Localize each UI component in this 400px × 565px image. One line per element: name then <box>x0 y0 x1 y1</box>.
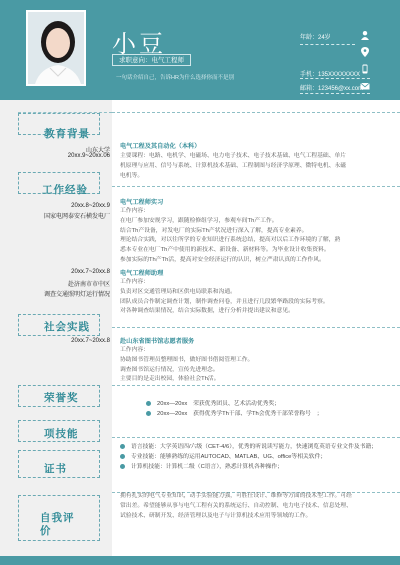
divider <box>300 93 370 94</box>
section-title-skills: 项技能 <box>44 428 79 440</box>
age: 年龄：24岁 <box>300 35 331 41</box>
award-item: 20xx—20xx 获得优秀学Th干部、学Th会优秀干部荣誉称号 ； <box>146 410 396 420</box>
bullet-icon <box>120 454 125 459</box>
section-title-work: 工作经验 <box>42 184 88 196</box>
section-title-self: 自我评价 <box>40 512 75 537</box>
work-details-1: 工作内容： 在电厂参加安规学习，跟随检修组学习，参观车间Th产工作。 结合Th产设备，对发电厂的实际Th产状况进行深入了解，提高专业素养。 理论结合实践，对以往所学的专业知识进行系统总结，提高对以后工作环境的了解，熟 悉本专业在电厂Th产中使用的新技术、新设备、新材料等。为毕业设计收集资料。 参加实际的Th产Th活，提高对安全经济运行的认识，树立严肃认真的工作作风。 <box>120 208 341 263</box>
tagline: 一句话介绍自己，告诉HR为什么选择你而不是别 <box>116 75 234 81</box>
bullet-icon <box>120 464 125 469</box>
header-banner <box>0 0 400 100</box>
bullet-icon <box>146 401 151 406</box>
skill-item: 语言技能：大学英语四/六级（CET-4/6），优秀的听说读写能力，快速浏览英语专业文件及书籍； <box>120 443 398 453</box>
section-divider <box>112 186 400 187</box>
divider <box>300 78 370 79</box>
work-title-2: 电气工程师助理 <box>120 270 164 277</box>
education-courses: 主要课程：电路、电机学、电磁场、电力电子技术、电子技术基础、电气工程基础、单片 机原理与应用、信号与系统、计算机技术基础、工程制图与经济学原理、微特电机、永磁 电机等。 <box>120 153 347 179</box>
award-item: 20xx—20xx 荣获优秀团员、艺术活动优秀奖； <box>146 400 396 410</box>
phone-icon <box>360 64 370 74</box>
work-company-2: 赴济南市市中区 <box>67 282 110 288</box>
job-intent: 求职意向：电气工程师 <box>112 54 191 66</box>
education-major: 电气工程及其自动化（本科） <box>120 143 201 150</box>
location-icon <box>360 47 370 57</box>
section-title-awards: 荣誉奖 <box>44 392 79 404</box>
applicant-name: 小豆 <box>112 30 166 58</box>
education-date: 20xx.9~20xx.06 <box>67 153 110 159</box>
work-details-2: 工作内容： 负责对区交通管理局和区供电局联系和沟通。 团队成员合作制定调查计划，制作调查问卷，并且进行几段繁华路段的实际考察。 对各种调查结果情况，结合实际数据，进行分析并提出建议和意见。 <box>120 279 329 315</box>
section-divider <box>112 437 400 438</box>
self-evaluation: 拥有扎实的电气专业知识，动手实验能力强，可胜任设计、维修等方面的技术型工作。可经 常出差。希望能够从事与电气工程有关的系统运行、自动控制、电力电子技术、信息处理、 试验技术、研制开发、经济管理以及电子与计算机技术应用等领域的工作。 <box>120 493 352 519</box>
education-school: 山东大学 <box>85 148 110 154</box>
section-title-cert: 证书 <box>44 463 67 475</box>
work-company-1: 国家电网泰安石横发电厂 <box>43 214 110 220</box>
divider <box>300 44 355 45</box>
social-details: 工作内容： 协助图书管理员整理图书，做好图书借阅管理工作。 调查图书馆运行情况，宣传先进理念。 主要目的是走出校园，体验社会Th活。 <box>120 347 254 383</box>
skill-item: 专业技能：能够熟练的运用AUTOCAD、MATLAB、UG、office等相关软件； <box>120 453 398 463</box>
work-title-1: 电气工程师实习 <box>120 199 164 206</box>
social-date: 20xx.7~20xx.8 <box>71 338 110 344</box>
section-divider <box>112 327 400 328</box>
social-title: 赴山东省图书馆志愿者服务 <box>120 338 195 345</box>
skill-item: 计算机技能：计算机二级（C语言），熟悉计算机各种操作； <box>120 463 398 473</box>
bullet-icon <box>146 411 151 416</box>
section-divider <box>112 112 400 113</box>
phone: 手机：135XXXXXXXX <box>300 72 361 78</box>
section-title-social: 社会实践 <box>44 321 90 333</box>
profile-photo <box>26 10 86 86</box>
awards-list <box>146 400 396 420</box>
work-date-1: 20xx.8~20xx.9 <box>71 203 110 209</box>
work-company-2-line2: 调查交通照明灯运行情况 <box>43 292 110 298</box>
work-date-2: 20xx.7~20xx.8 <box>71 269 110 275</box>
footer-bar <box>0 556 400 565</box>
bullet-icon <box>120 444 125 449</box>
email: 邮箱：123456@xx.com <box>300 86 364 92</box>
section-title-education: 教育背景 <box>44 128 90 140</box>
skills-list <box>120 443 398 472</box>
user-icon <box>360 30 370 40</box>
